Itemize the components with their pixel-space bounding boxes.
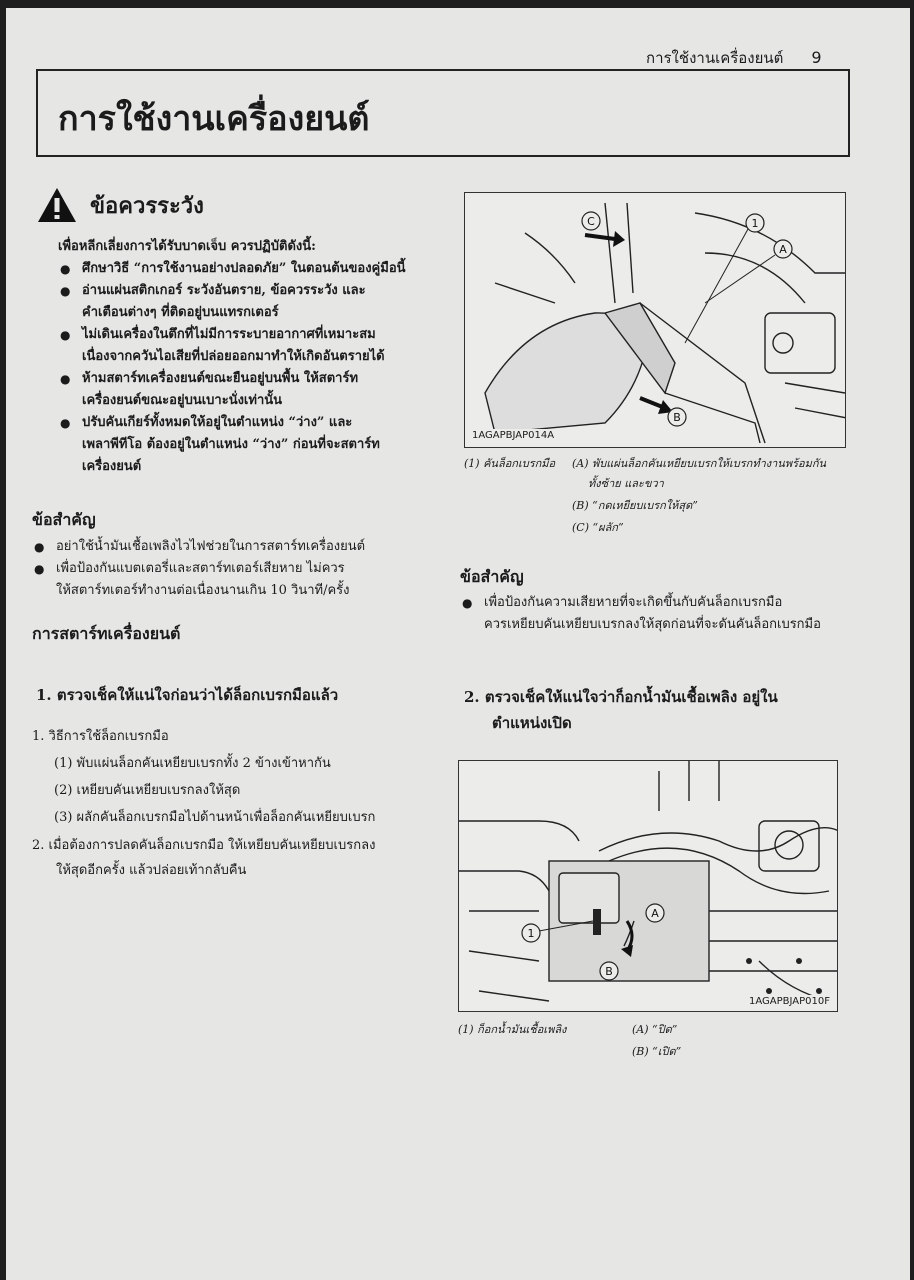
- substep-1-item: (3) ผลักคันล็อกเบรกมือไปด้านหน้าเพื่อล็อกคันเหยียบเบรก: [54, 810, 376, 825]
- figure1-caption-c: (C) “ผลัก”: [572, 521, 624, 534]
- step-2-cont: ตำแหน่งเปิด: [492, 714, 572, 732]
- substep-1: 1. วิธีการใช้ล็อกเบรกมือ: [32, 729, 169, 744]
- figure-brake-lock: [464, 192, 846, 448]
- figure2-code: 1AGAPBJAP010F: [746, 995, 833, 1008]
- figure1-callout-c: C: [587, 215, 595, 228]
- caution-item: ● ห้ามสตาร์ทเครื่องยนต์ขณะยืนอยู่บนพื้น ให้สตาร์ท เครื่องยนต์ขณะอยู่บนเบาะนั่งเท่านั้น: [58, 368, 438, 412]
- figure2-callout-1: 1: [527, 927, 535, 940]
- important-item: ● อย่าใช้น้ำมันเชื้อเพลิงไวไฟช่วยในการสตาร์ทเครื่องยนต์: [32, 536, 432, 558]
- caution-heading: [36, 186, 204, 224]
- warning-triangle-icon: [36, 186, 78, 224]
- figure1-caption-a: (A) พับแผ่นล็อกคันเหยียบเบรกให้เบรกทำงานพร้อมกัน: [572, 457, 827, 470]
- step-2: 2. ตรวจเช็คให้แน่ใจว่าก็อกน้ำมันเชื้อเพลิง อยู่ใน: [464, 688, 778, 706]
- manual-page: [6, 8, 910, 1280]
- important-list-right: [460, 592, 870, 636]
- important-heading-left: ข้อสำคัญ: [32, 510, 96, 529]
- figure2-caption-a: (A) “ปิด”: [632, 1023, 678, 1036]
- important-list-left: [32, 536, 432, 602]
- substep-2-cont: ให้สุดอีกครั้ง แล้วปล่อยเท้ากลับคืน: [56, 863, 247, 878]
- figure2-caption-b: (B) “เปิด”: [632, 1045, 682, 1058]
- caution-item: ● ศึกษาวิธี “การใช้งานอย่างปลอดภัย” ในตอนต้นของคู่มือนี้: [58, 258, 438, 280]
- figure1-caption-b: (B) “กดเหยียบเบรกให้สุด”: [572, 499, 698, 512]
- important-item: ● เพื่อป้องกันแบตเตอรี่และสตาร์ทเตอร์เสียหาย ไม่ควร ให้สตาร์ทเตอร์ทำงานต่อเนื่องนานเกิน 10 วินาที/ครั้ง: [32, 558, 432, 602]
- figure1-callout-b: B: [673, 411, 681, 424]
- fuel-cock-illustration: [459, 761, 838, 1012]
- caution-list: [58, 258, 438, 478]
- caution-item: ● ไม่เดินเครื่องในตึกที่ไม่มีการระบายอากาศที่เหมาะสม เนื่องจากควันไอเสียที่ปล่อยออกมาทำให้เกิดอันตรายได้: [58, 324, 438, 368]
- brake-lock-illustration: [465, 193, 846, 448]
- caution-intro: เพื่อหลีกเลี่ยงการได้รับบาดเจ็บ ควรปฏิบัติดังนี้:: [58, 239, 316, 254]
- figure1-code: 1AGAPBJAP014A: [469, 429, 557, 442]
- important-item: ● เพื่อป้องกันความเสียหายที่จะเกิดขึ้นกับคันล็อกเบรกมือ ควรเหยียบคันเหยียบเบรกลงให้สุดก่อนที่จะดันคันล็อกเบรกมือ: [460, 592, 870, 636]
- figure1-callout-1: 1: [751, 217, 759, 230]
- page-number: 9: [811, 48, 822, 67]
- figure2-callout-b: B: [605, 965, 613, 978]
- figure-fuel-cock: [458, 760, 838, 1012]
- substep-2: 2. เมื่อต้องการปลดคันล็อกเบรกมือ ให้เหยียบคันเหยียบเบรกลง: [32, 838, 376, 853]
- header-section-title: การใช้งานเครื่องยนต์: [646, 49, 784, 67]
- page-title: การใช้งานเครื่องยนต์: [58, 99, 370, 139]
- substep-1-item: (1) พับแผ่นล็อกคันเหยียบเบรกทั้ง 2 ข้างเข้าหากัน: [54, 756, 331, 771]
- figure1-caption-1: (1) คันล็อกเบรกมือ: [464, 457, 556, 470]
- step-1: 1. ตรวจเช็คให้แน่ใจก่อนว่าได้ล็อกเบรกมือแล้ว: [36, 686, 339, 704]
- starting-heading: การสตาร์ทเครื่องยนต์: [32, 624, 181, 643]
- important-heading-right: ข้อสำคัญ: [460, 567, 524, 586]
- figure2-callout-a: A: [651, 907, 659, 920]
- running-header: [646, 46, 822, 70]
- caution-item: ● ปรับคันเกียร์ทั้งหมดให้อยู่ในตำแหน่ง “ว่าง” และ เพลาพีทีโอ ต้องอยู่ในตำแหน่ง “ว่าง” ก่อนที่จะสตาร์ท เครื่องยนต์: [58, 412, 438, 478]
- figure2-caption-1: (1) ก็อกน้ำมันเชื้อเพลิง: [458, 1023, 567, 1036]
- figure1-caption-a-cont: ทั้งซ้าย และขวา: [588, 477, 664, 490]
- substep-1-item: (2) เหยียบคันเหยียบเบรกลงให้สุด: [54, 783, 241, 798]
- caution-item: ● อ่านแผ่นสติกเกอร์ ระวังอันตราย, ข้อควรระวัง และ คำเตือนต่างๆ ที่ติดอยู่บนแทรกเตอร์: [58, 280, 438, 324]
- figure1-callout-a: A: [779, 243, 787, 256]
- title-box: [36, 69, 850, 157]
- caution-label: ข้อควรระวัง: [90, 192, 204, 219]
